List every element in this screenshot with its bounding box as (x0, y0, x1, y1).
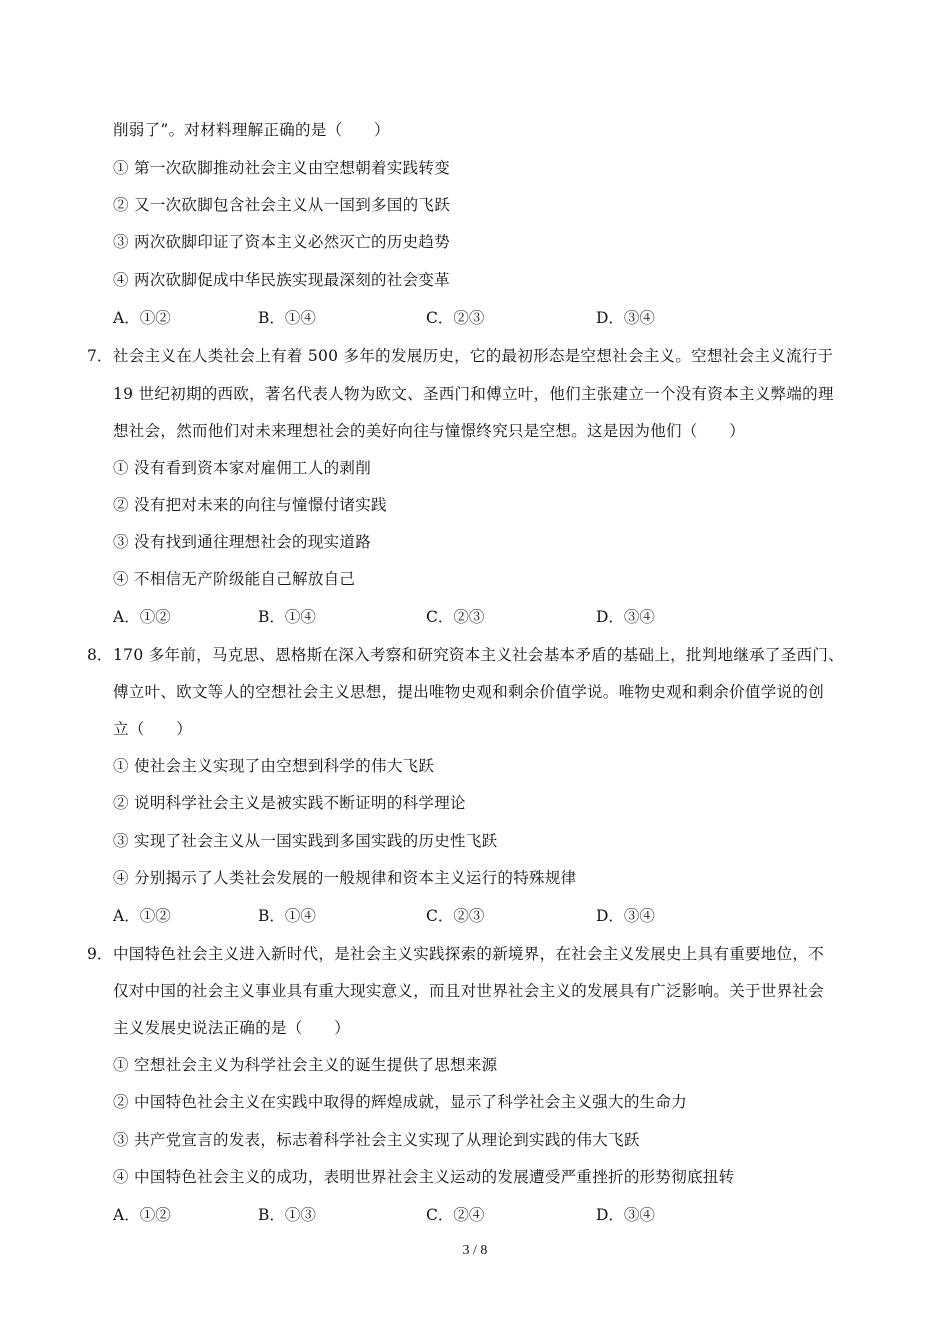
q8-stem-line: 傅立叶、欧文等人的空想社会主义思想，提出唯物史观和剩余价值学说。唯物史观和剩余价值学说的创 (113, 683, 825, 701)
option-b: B．①④ (258, 309, 316, 327)
option-a: A．①② (113, 309, 171, 327)
option-b: B．①④ (258, 608, 316, 626)
q8-item: ② 说明科学社会主义是被实践不断证明的科学理论 (113, 794, 466, 812)
q8-item: ① 使社会主义实现了由空想到科学的伟大飞跃 (113, 757, 435, 775)
q6-options (113, 308, 873, 328)
q8-options (113, 906, 873, 926)
option-c: C．②③ (426, 907, 485, 925)
q9-item: ② 中国特色社会主义在实践中取得的辉煌成就，显示了科学社会主义强大的生命力 (113, 1093, 688, 1111)
q9-item: ① 空想社会主义为科学社会主义的诞生提供了思想来源 (113, 1056, 498, 1074)
option-a: A．①② (113, 608, 171, 626)
q7-stem-line: 想社会，然而他们对未来理想社会的美好向往与憧憬终究只是空想。这是因为他们（ ） (113, 422, 746, 440)
q7-item: ① 没有看到资本家对雇佣工人的剥削 (113, 459, 372, 477)
question-number: 9． (87, 945, 113, 963)
q9-stem-line: 仅对中国的社会主义事业具有重大现实意义，而且对世界社会主义的发展具有广泛影响。关于世界社会 (113, 982, 825, 1000)
option-b: B．①③ (258, 1206, 316, 1224)
q8-item: ④ 分别揭示了人类社会发展的一般规律和资本主义运行的特殊规律 (113, 869, 577, 887)
option-d: D．③④ (596, 608, 655, 626)
q6-stem-line: 削弱了”。对材料理解正确的是（ ） (113, 121, 390, 139)
option-d: D．③④ (596, 907, 655, 925)
q6-item: ④ 两次砍脚促成中华民族实现最深刻的社会变革 (113, 271, 451, 289)
q9-options (113, 1205, 873, 1225)
q8-item: ③ 实现了社会主义从一国实践到多国实践的历史性飞跃 (113, 832, 498, 850)
q6-item: ① 第一次砍脚推动社会主义由空想朝着实践转变 (113, 159, 451, 177)
q7-stem-line: 19 世纪初期的西欧，著名代表人物为欧文、圣西门和傅立叶，他们主张建立一个没有资本主义弊端的理 (113, 385, 834, 403)
option-d: D．③④ (596, 1206, 655, 1224)
q7-options (113, 607, 873, 627)
option-a: A．①② (113, 907, 171, 925)
q8-stem-line: 170 多年前，马克思、恩格斯在深入考察和研究资本主义社会基本矛盾的基础上，批判地继承了圣西门、 (113, 646, 844, 664)
option-c: C．②③ (426, 309, 485, 327)
q8-stem-line: 立（ ） (113, 720, 193, 738)
q9-item: ③ 共产党宣言的发表，标志着科学社会主义实现了从理论到实践的伟大飞跃 (113, 1131, 640, 1149)
option-b: B．①④ (258, 907, 316, 925)
q9-stem-line: 中国特色社会主义进入新时代，是社会主义实践探索的新境界，在社会主义发展史上具有重要地位，不 (113, 945, 825, 963)
q7-item: ③ 没有找到通往理想社会的现实道路 (113, 533, 372, 551)
q7-stem-line: 社会主义在人类社会上有着 500 多年的发展历史，它的最初形态是空想社会主义。空想社会主义流行于 (113, 347, 834, 365)
question-number: 8． (87, 646, 113, 664)
q6-item: ② 又一次砍脚包含社会主义从一国到多国的飞跃 (113, 196, 451, 214)
q9-item: ④ 中国特色社会主义的成功，表明世界社会主义运动的发展遭受严重挫折的形势彻底扭转 (113, 1168, 735, 1186)
q6-item: ③ 两次砍脚印证了资本主义必然灭亡的历史趋势 (113, 233, 451, 251)
option-c: C．②③ (426, 608, 485, 626)
q9-stem-line: 主义发展史说法正确的是（ ） (113, 1019, 351, 1037)
question-number: 7． (87, 347, 113, 365)
page-number: 3 / 8 (462, 1243, 488, 1258)
option-a: A．①② (113, 1206, 171, 1224)
option-c: C．②④ (426, 1206, 485, 1224)
q7-item: ② 没有把对未来的向往与憧憬付诸实践 (113, 496, 387, 514)
option-d: D．③④ (596, 309, 655, 327)
q7-item: ④ 不相信无产阶级能自己解放自己 (113, 570, 356, 588)
